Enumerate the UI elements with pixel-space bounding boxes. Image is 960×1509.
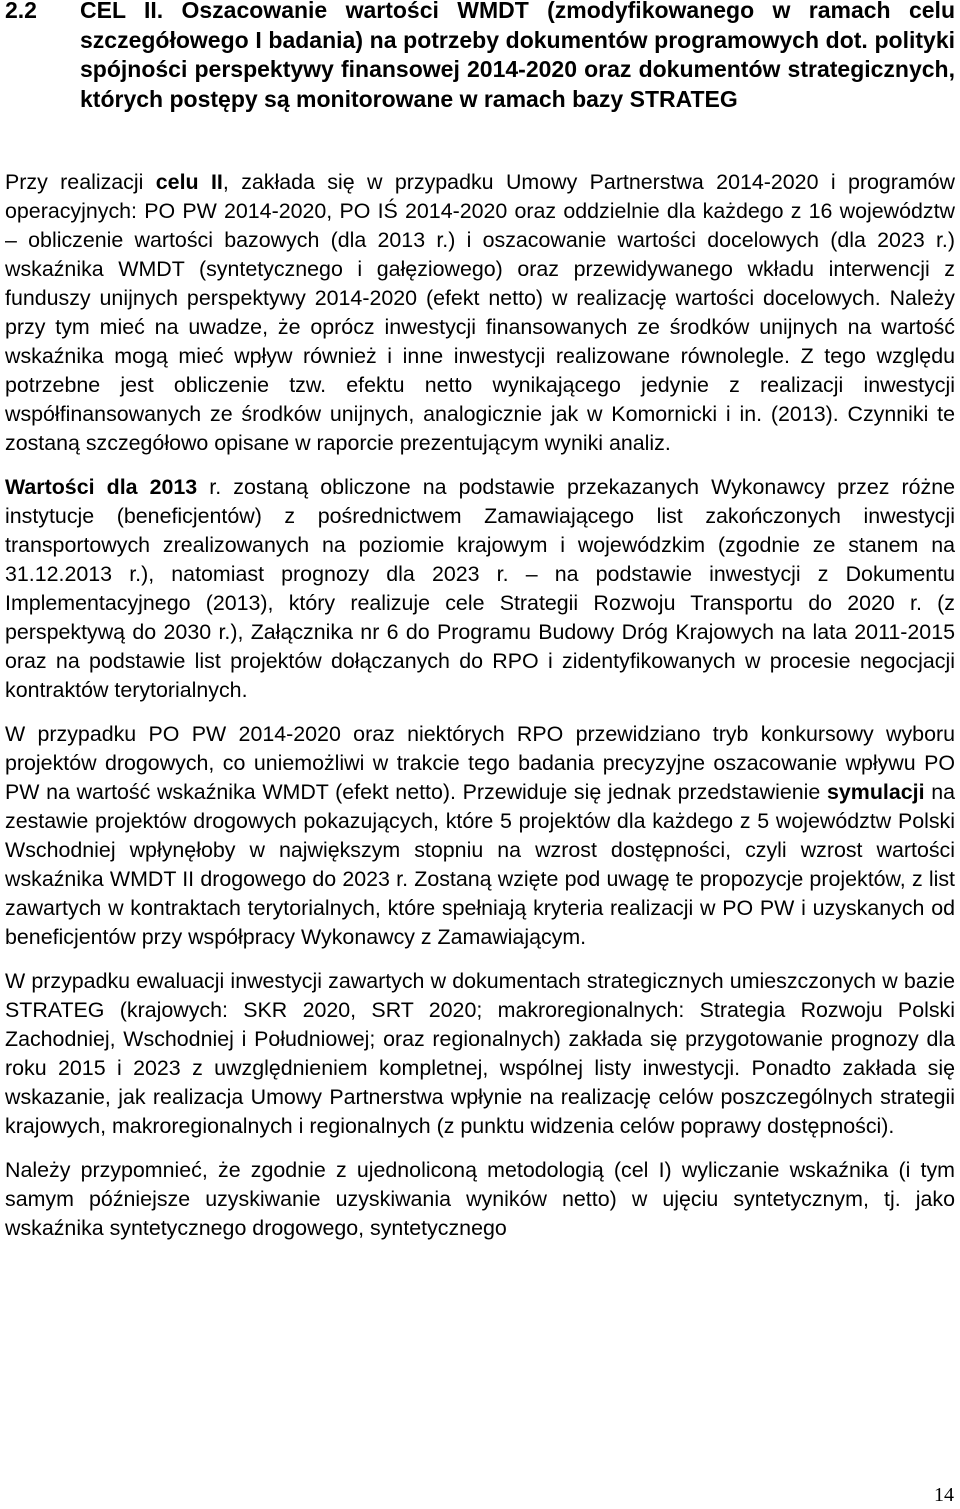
paragraph-strateg [5, 967, 955, 1141]
bold-term-simulation: symulacji [827, 780, 925, 804]
paragraph-text: Należy przypomnieć, że zgodnie z ujednoliconą metodologią (cel I) wyliczanie wskaźnika (i tym samym późniejsze uzyskiwanie uzyskiwania wyników netto) w ujęciu syntetycznym, tj. jako wskaźnika syntetycznego drogowego, syntetycznego [5, 1158, 955, 1240]
paragraph-po-pw [5, 720, 955, 952]
paragraph-text: , zakłada się w przypadku Umowy Partnerstwa 2014-2020 i programów operacyjnych: PO PW 2014-2020, PO IŚ 2014-2020 oraz oddzielnie dla każdego z 16 województw – obliczenie wartości bazowych (dla 2013 r.) i oszacowanie wartości docelowych (dla 2023 r.) wskaźnika WMDT (syntetycznego i gałęziowego) oraz przewidywanego wkładu interwencji z funduszy unijnych perspektywy 2014-2020 (efekt netto) w realizację wartości docelowych. Należy przy tym mieć na uwadze, że oprócz inwestycji finansowanych ze środków unijnych na wartość wskaźnika mogą mieć wpływ również i inne inwestycji realizowane równolegle. Z tego względu potrzebne jest obliczenie tzw. efektu netto wynikającego jedynie z realizacji inwestycji współfinansowanych ze środków unijnych, analogicznie jak w Komornicki i in. (2013). Czynniki te zostaną szczegółowo opisane w raporcie prezentującym wyniki analiz. [5, 170, 955, 455]
paragraph-text: Przy realizacji [5, 170, 156, 194]
paragraph-goal-ii [5, 168, 955, 458]
document-page [5, 0, 955, 1243]
paragraph-text: W przypadku ewaluacji inwestycji zawartych w dokumentach strategicznych umieszczonych w bazie STRATEG (krajowych: SKR 2020, SRT 2020; makroregionalnych: Strategia Rozwoju Polski Zachodniej, Wschodniej i Południowej; oraz regionalnych) zakłada się przygotowanie prognozy dla roku 2015 i 2023 z uwzględnieniem kompletnej, wspólnej listy inwestycji. Ponadto zakłada się wskazanie, jak realizacja Umowy Partnerstwa wpłynie na realizację celów poszczególnych strategii krajowych, makroregionalnych i regionalnych (z punktu widzenia celów poprawy dostępności). [5, 969, 955, 1138]
paragraph-text: W przypadku PO PW 2014-2020 oraz niektórych RPO przewidziano tryb konkursowy wyboru projektów drogowych, co uniemożliwi w trakcie tego badania precyzyjne oszacowanie wpływu PO PW na wartość wskaźnika WMDT (efekt netto). Przewiduje się jednak przedstawienie [5, 722, 955, 804]
bold-term-values-2013: Wartości dla 2013 [5, 475, 198, 499]
section-number: 2.2 [5, 0, 37, 23]
page-number: 14 [934, 1484, 954, 1506]
section-title: CEL II. Oszacowanie wartości WMDT (zmodyfikowanego w ramach celu szczegółowego I badania) na potrzeby dokumentów programowych dot. polityki spójności perspektywy finansowej 2014-2020 oraz dokumentów strategicznych, których postępy są monitorowane w ramach bazy STRATEG [80, 0, 955, 112]
section-heading [5, 0, 955, 114]
paragraph-methodology [5, 1156, 955, 1243]
bold-term-goal-ii: celu II [155, 170, 223, 194]
paragraph-values-2013 [5, 473, 955, 705]
paragraph-text: na zestawie projektów drogowych pokazujących, które 5 projektów dla każdego z 5 województw Polski Wschodniej wpłynęłoby w największym stopniu na wzrost dostępności, czyli wzrost wartości wskaźnika WMDT II drogowego do 2023 r. Zostaną wzięte pod uwagę te propozycje projektów, z list zawartych w kontraktach terytorialnych, które spełniają kryteria realizacji w PO PW i uzyskanych od beneficjentów przy współpracy Wykonawcy z Zamawiającym. [5, 780, 955, 949]
paragraph-text: r. zostaną obliczone na podstawie przekazanych Wykonawcy przez różne instytucje (beneficjentów) z pośrednictwem Zamawiającego list zakończonych inwestycji transportowych zrealizowanych na poziomie krajowym i wojewódzkim (zgodnie ze stanem na 31.12.2013 r.), natomiast prognozy dla 2023 r. – na podstawie inwestycji z Dokumentu Implementacyjnego (2013), który realizuje cele Strategii Rozwoju Transportu do 2020 r. (z perspektywą do 2030 r.), Załącznika nr 6 do Programu Budowy Dróg Krajowych na lata 2011-2015 oraz na podstawie list projektów dołączanych do RPO i zidentyfikowanych w procesie negocjacji kontraktów terytorialnych. [5, 475, 956, 702]
